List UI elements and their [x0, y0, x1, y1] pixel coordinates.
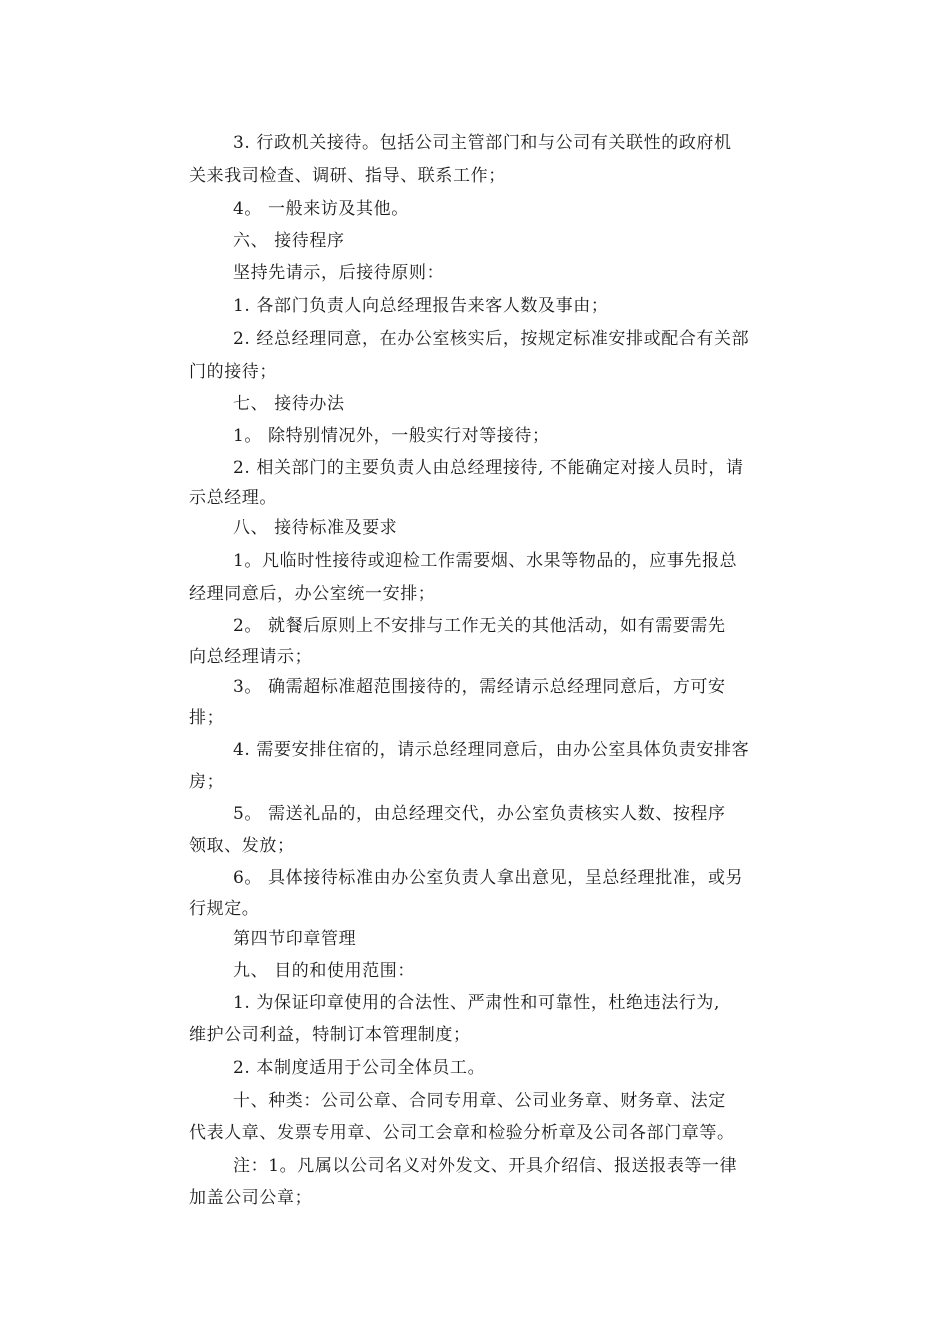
text-line: 1. 各部门负责人向总经理报告来客人数及事由； [233, 296, 609, 316]
text-line: 示总经理。 [189, 488, 277, 508]
text-line: 向总经理请示； [189, 647, 313, 667]
text-line: 代表人章、发票专用章、公司工会章和检验分析章及公司各部门章等。 [189, 1123, 735, 1143]
text-line: 1。凡临时性接待或迎检工作需要烟、水果等物品的，应事先报总 [233, 551, 738, 571]
text-line: 4. 需要安排住宿的，请示总经理同意后，由办公室具体负责安排客 [233, 740, 750, 760]
text-line: 6。 具体接待标准由办公室负责人拿出意见，呈总经理批准，或另 [233, 868, 744, 888]
section-heading: 六、 接待程序 [233, 231, 345, 251]
section-heading: 八、 接待标准及要求 [233, 518, 398, 538]
text-line: 经理同意后，办公室统一安排； [189, 584, 436, 604]
text-line: 门的接待； [189, 362, 277, 382]
text-line: 4。 一般来访及其他。 [233, 199, 409, 219]
text-line: 坚持先请示，后接待原则： [233, 263, 445, 283]
text-line: 5。 需送礼品的，由总经理交代，办公室负责核实人数、按程序 [233, 804, 726, 824]
text-line: 加盖公司公章； [189, 1188, 313, 1208]
text-line: 2. 本制度适用于公司全体员工。 [233, 1058, 486, 1078]
text-line: 3。 确需超标准超范围接待的，需经请示总经理同意后，方可安 [233, 677, 726, 697]
text-line: 领取、发放； [189, 836, 295, 856]
text-line: 维护公司利益，特制订本管理制度； [189, 1025, 471, 1045]
text-line: 关来我司检查、调研、指导、联系工作； [189, 166, 506, 186]
section-heading: 七、 接待办法 [233, 394, 345, 414]
section-heading: 九、 目的和使用范围： [233, 961, 416, 981]
text-line: 2. 相关部门的主要负责人由总经理接待, 不能确定对接人员时，请 [233, 458, 744, 478]
text-line: 十、种类：公司公章、合同专用章、公司业务章、财务章、法定 [233, 1091, 726, 1111]
text-line: 行规定。 [189, 899, 260, 919]
text-line: 1. 为保证印章使用的合法性、严肃性和可靠性，杜绝违法行为, [233, 993, 721, 1013]
text-line: 房； [189, 772, 225, 792]
text-line: 3. 行政机关接待。包括公司主管部门和与公司有关联性的政府机 [233, 133, 732, 153]
text-line: 排； [189, 708, 225, 728]
text-line: 1。 除特别情况外，一般实行对等接待； [233, 426, 550, 446]
text-line: 2. 经总经理同意，在办公室核实后，按规定标准安排或配合有关部 [233, 329, 750, 349]
text-line: 注：1。凡属以公司名义对外发文、开具介绍信、报送报表等一律 [233, 1156, 738, 1176]
text-line: 2。 就餐后原则上不安排与工作无关的其他活动，如有需要需先 [233, 616, 726, 636]
section-heading: 第四节印章管理 [233, 929, 357, 949]
